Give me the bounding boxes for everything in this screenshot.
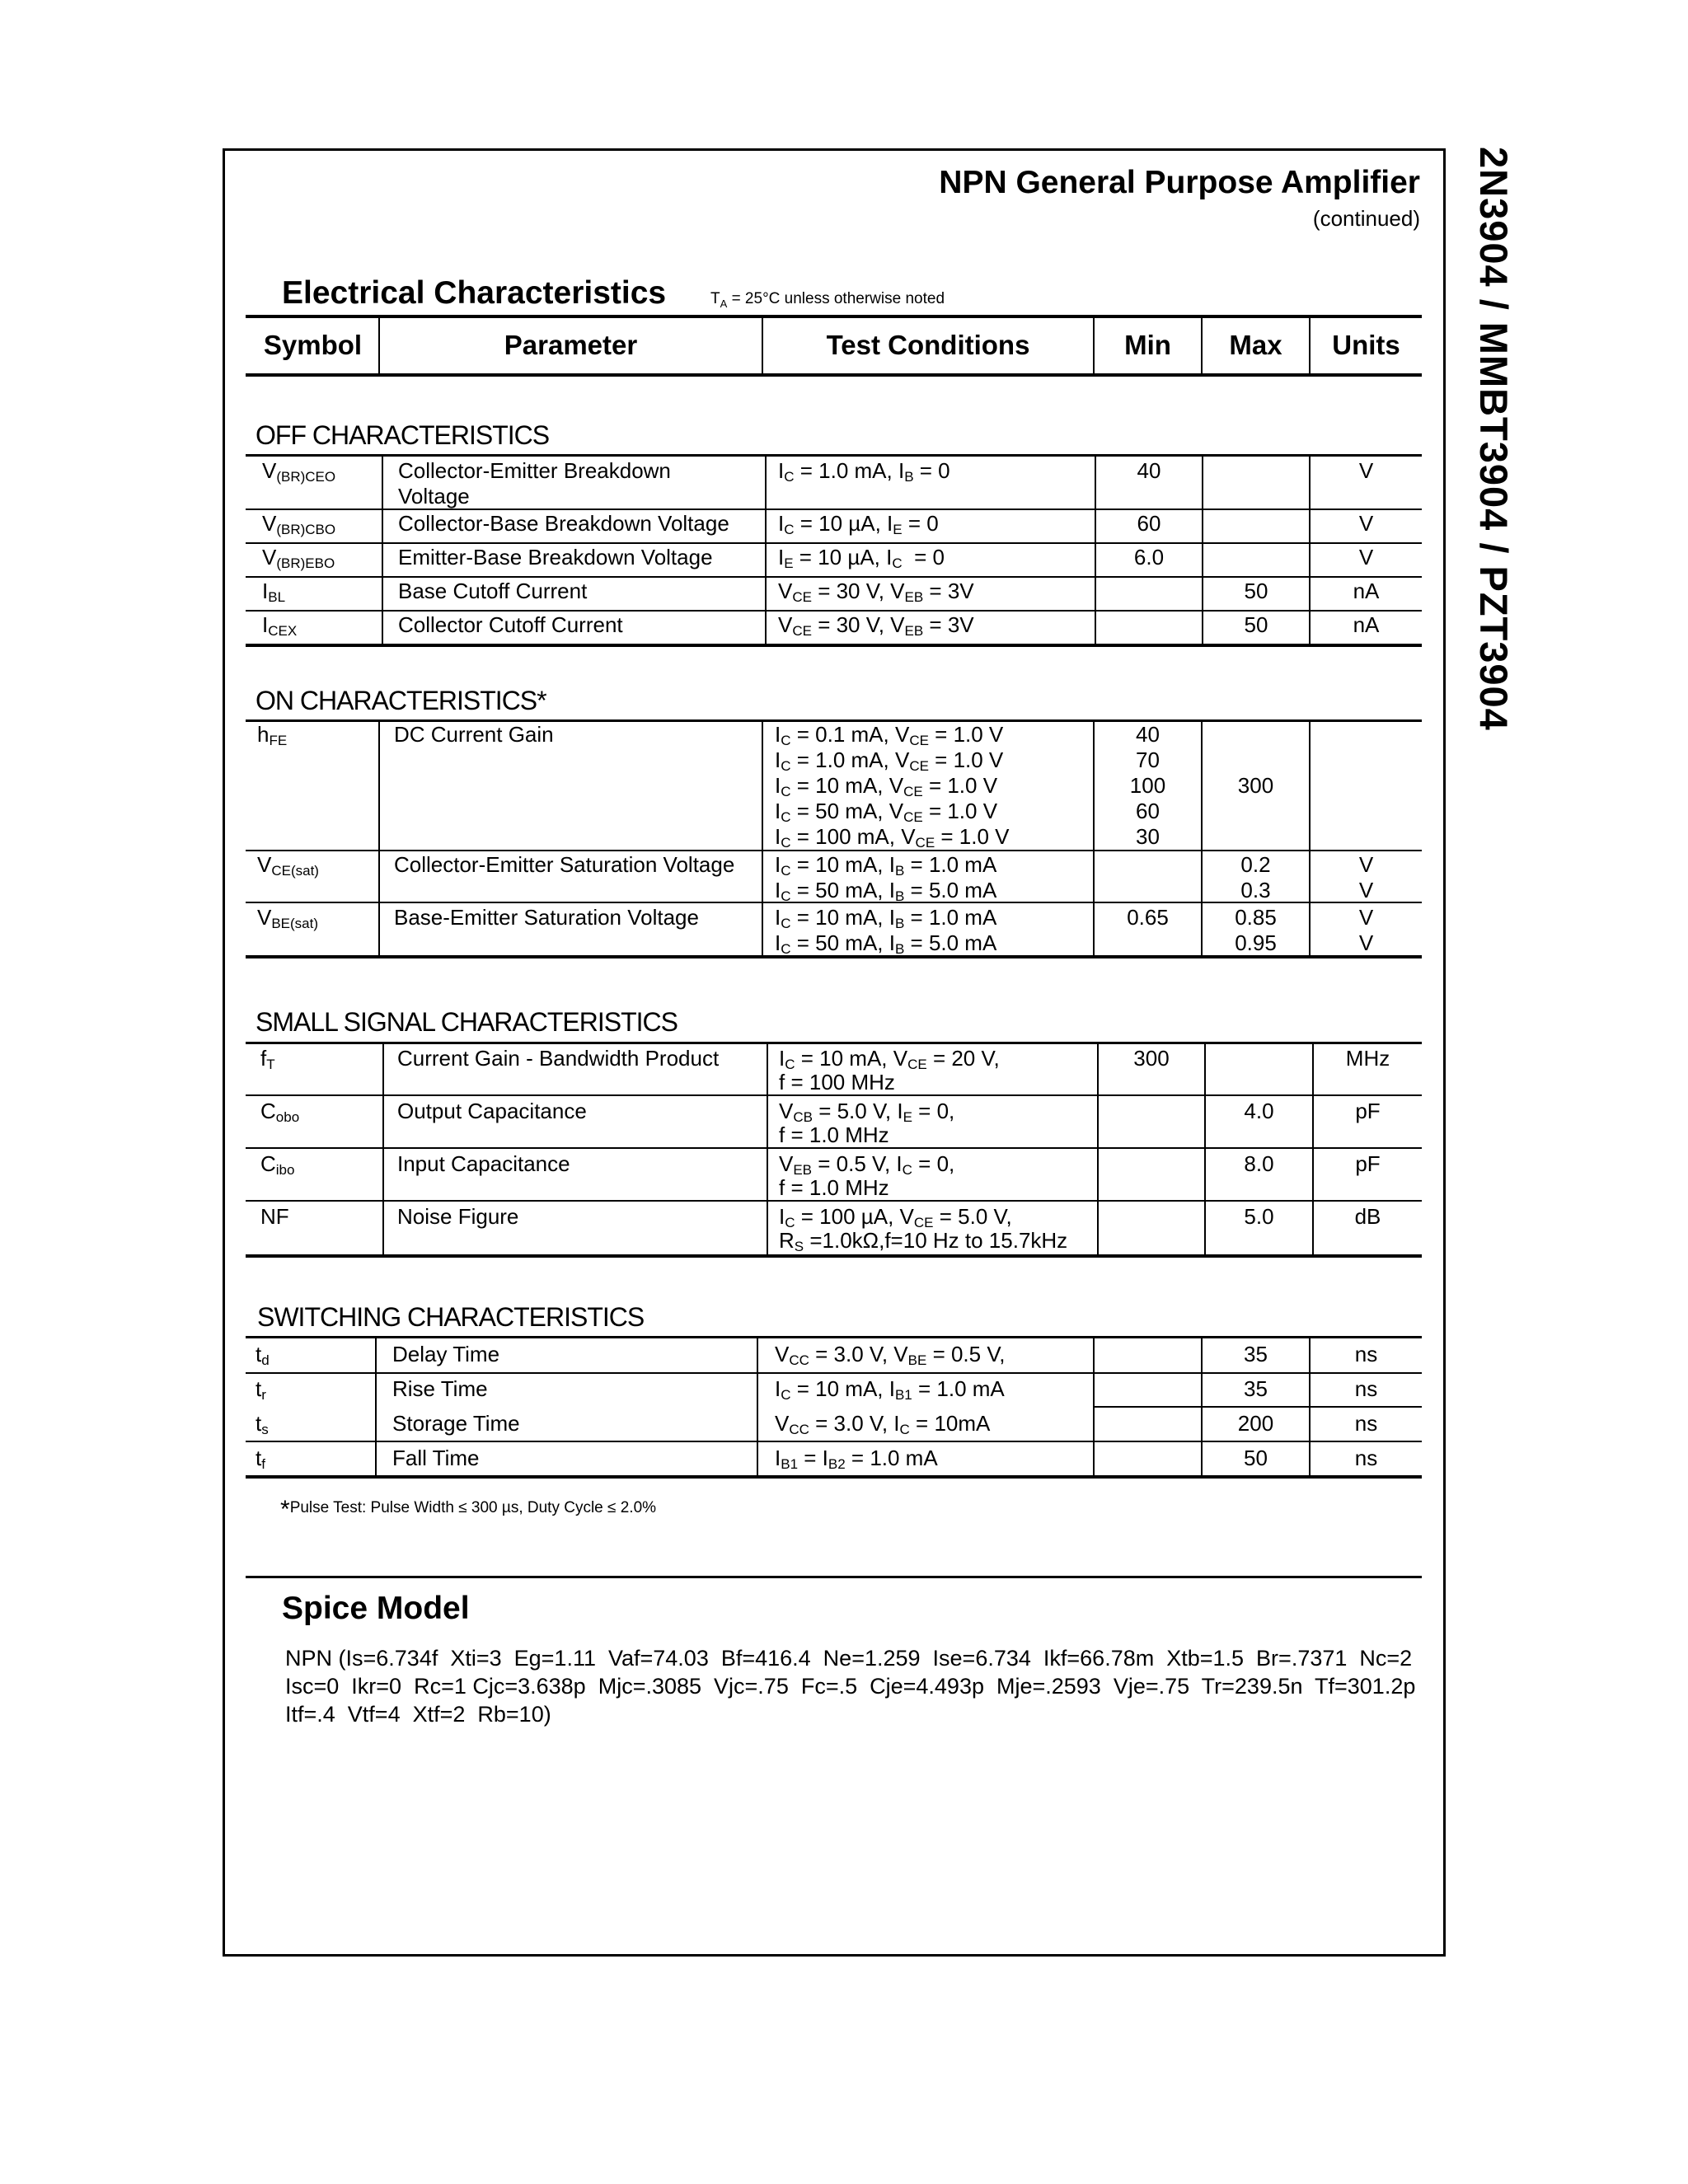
document-subtitle: (continued)	[1312, 206, 1420, 231]
test-condition: $I_C = 10$ mA, $I_B = 1.0$ mA	[775, 852, 997, 879]
max-cell: 35	[1244, 1376, 1268, 1401]
test-condition: $I_{B1} = I_{B2} = 1.0$ mA	[775, 1446, 938, 1472]
row-rule	[246, 576, 1422, 578]
symbol-vcesat: $V_{CE(sat)}$	[257, 852, 319, 879]
test-condition: $I_C = 1.0$ mA, $I_B = 0$	[778, 458, 950, 485]
col-divider	[382, 1044, 384, 1254]
col-divider	[1093, 1338, 1095, 1475]
test-condition: $V_{CE} = 30$ V, $V_{EB} = 3V$	[778, 579, 974, 605]
symbol-vbesat: $V_{BE(sat)}$	[257, 905, 319, 931]
symbol-ibl: $I_{BL}$	[262, 579, 286, 605]
symbol-nf: NF	[260, 1204, 289, 1229]
test-condition: $R_S =1.0k\Omega,f=10$ Hz to 15.7kHz	[779, 1228, 1068, 1254]
min-cell: 100	[1129, 773, 1166, 798]
max-cell: 4.0	[1244, 1099, 1274, 1123]
param-cell: Base-Emitter Saturation Voltage	[394, 905, 699, 930]
max-cell: 5.0	[1244, 1204, 1274, 1229]
param-cell: Rise Time	[392, 1376, 488, 1401]
max-cell: 35	[1244, 1342, 1268, 1366]
units-cell: ns	[1354, 1446, 1378, 1470]
test-condition: f = 1.0 MHz	[779, 1122, 889, 1147]
table-top-rule	[246, 315, 1422, 318]
test-condition: $I_C = 50$ mA, $V_{CE} = 1.0$ V	[775, 799, 998, 825]
min-cell: 60	[1136, 799, 1160, 823]
col-max: Max	[1229, 330, 1282, 360]
units-cell: ns	[1354, 1376, 1378, 1401]
test-condition: $I_C = 10$ mA, $I_{B1} = 1.0$ mA	[775, 1376, 1005, 1403]
max-cell: 0.2	[1240, 852, 1271, 877]
param-cell: Collector-Emitter Saturation Voltage	[394, 852, 735, 877]
symbol-vbrebo: $V_{(BR)EBO}$	[262, 545, 335, 571]
min-cell: 0.65	[1127, 905, 1169, 930]
row-rule	[246, 1372, 1422, 1374]
spice-rule	[246, 1576, 1422, 1578]
symbol-ts: $t_s$	[256, 1411, 269, 1437]
param-cell: Collector-Emitter Breakdown	[398, 458, 671, 483]
pulse-test-footnote: *Pulse Test: Pulse Width ≤ 300 µs, Duty Cycle ≤ 2.0%	[280, 1496, 657, 1523]
row-rule	[246, 1441, 1422, 1442]
spice-model-text	[285, 1644, 1416, 1728]
param-cell: Current Gain - Bandwidth Product	[397, 1046, 720, 1071]
symbol-td: $t_d$	[256, 1342, 270, 1368]
col-divider	[382, 457, 383, 644]
test-condition: $V_{CC} = 3.0$ V, $V_{BE} = 0.5$ V,	[775, 1342, 1006, 1368]
test-condition: $I_C = 100$ µA, $V_{CE} = 5.0$ V,	[779, 1204, 1012, 1230]
section-bottom-rule	[246, 1475, 1422, 1479]
col-divider	[762, 722, 763, 955]
max-cell: 0.95	[1235, 930, 1277, 955]
spice-line: Isc=0 Ikr=0 Rc=1 Cjc=3.638p Mjc=.3085 Vjc=.75 Fc=.5 Cje=4.493p Mje=.2593 Vje=.75 Tr=239.5n Tf=301.2p	[285, 1674, 1416, 1699]
max-cell: 0.3	[1240, 878, 1271, 902]
param-cell-line2: Voltage	[398, 484, 470, 509]
test-condition: $V_{CE} = 30$ V, $V_{EB} = 3V$	[778, 612, 974, 639]
units-cell: nA	[1353, 612, 1380, 637]
param-cell: Input Capacitance	[397, 1151, 570, 1176]
symbol-cibo: $C_{ibo}$	[260, 1151, 295, 1178]
spice-line: Itf=.4 Vtf=4 Xtf=2 Rb=10)	[285, 1702, 551, 1727]
units-cell: ns	[1354, 1342, 1378, 1366]
section-rule	[246, 1336, 1422, 1338]
section-bottom-rule	[246, 644, 1422, 647]
param-cell: Noise Figure	[397, 1204, 519, 1229]
test-condition: $I_C = 10$ µA, $I_E = 0$	[778, 511, 939, 537]
test-condition: $I_C = 50$ mA, $I_B = 5.0$ mA	[775, 878, 997, 904]
max-cell: 0.85	[1235, 905, 1277, 930]
test-condition: $V_{CC} = 3.0$ V, $I_C = 10mA$	[775, 1411, 991, 1437]
section-off: OFF CHARACTERISTICS	[256, 420, 550, 450]
units-cell: V	[1358, 930, 1374, 955]
col-divider	[375, 1338, 377, 1475]
col-divider	[378, 722, 380, 955]
max-cell: 50	[1244, 612, 1268, 637]
param-cell: Collector Cutoff Current	[398, 612, 623, 637]
units-cell: pF	[1355, 1151, 1381, 1176]
col-min: Min	[1124, 330, 1171, 360]
units-cell: V	[1358, 545, 1374, 569]
col-units: Units	[1332, 330, 1400, 360]
param-cell: Output Capacitance	[397, 1099, 587, 1123]
test-condition: f = 100 MHz	[779, 1070, 895, 1094]
row-rule	[246, 850, 1422, 851]
param-cell: Collector-Base Breakdown Voltage	[398, 511, 729, 536]
units-cell: V	[1358, 878, 1374, 902]
test-condition: $I_C = 10$ mA, $V_{CE} = 1.0$ V	[775, 773, 998, 799]
max-cell: 200	[1237, 1411, 1274, 1436]
param-cell: DC Current Gain	[394, 722, 554, 747]
min-cell: 300	[1133, 1046, 1170, 1071]
col-divider	[757, 1338, 758, 1475]
min-cell: 30	[1136, 824, 1160, 849]
min-cell: 40	[1136, 722, 1160, 747]
units-cell: V	[1358, 852, 1374, 877]
symbol-hfe: $h_{FE}$	[257, 722, 288, 748]
col-test-conditions: Test Conditions	[826, 330, 1030, 360]
units-cell: V	[1358, 458, 1374, 483]
symbol-cobo: $C_{obo}$	[260, 1099, 300, 1125]
param-cell: Emitter-Base Breakdown Voltage	[398, 545, 713, 569]
spice-line: NPN (Is=6.734f Xti=3 Eg=1.11 Vaf=74.03 Bf=416.4 Ne=1.259 Ise=6.734 Ikf=66.78m Xtb=1.5 Br=.7371 Nc=2	[285, 1646, 1413, 1671]
col-parameter: Parameter	[504, 330, 638, 360]
symbol-tr: $t_r$	[256, 1376, 266, 1403]
section-switching: SWITCHING CHARACTERISTICS	[257, 1302, 645, 1332]
param-cell: Fall Time	[392, 1446, 480, 1470]
units-cell: MHz	[1345, 1046, 1390, 1071]
document-title: NPN General Purpose Amplifier	[939, 165, 1420, 200]
row-rule	[246, 542, 1422, 544]
test-condition: $I_C = 10$ mA, $I_B = 1.0$ mA	[775, 905, 997, 931]
section-rule	[246, 1042, 1422, 1044]
temperature-note: $T_A = 25^\circ C$ unless otherwise noted	[710, 290, 945, 310]
test-condition: $I_C = 100$ mA, $V_{CE} = 1.0$ V	[775, 824, 1010, 851]
row-rule-partial	[1095, 1406, 1422, 1408]
test-condition: $I_C = 0.1$ mA, $V_{CE} = 1.0$ V	[775, 722, 1004, 748]
test-condition: f = 1.0 MHz	[779, 1175, 889, 1200]
col-divider	[765, 457, 767, 644]
test-condition: $V_{CB} = 5.0$ V, $I_E = 0$,	[779, 1099, 955, 1125]
units-cell: ns	[1354, 1411, 1378, 1436]
electrical-characteristics-title: Electrical Characteristics	[282, 275, 667, 311]
section-rule	[246, 454, 1422, 457]
row-rule	[246, 610, 1422, 612]
test-condition: $I_C = 10$ mA, $V_{CE} = 20$ V,	[779, 1046, 1000, 1072]
test-condition: $I_C = 50$ mA, $I_B = 5.0$ mA	[775, 930, 997, 957]
max-cell: 50	[1244, 1446, 1268, 1470]
test-condition: $V_{EB} = 0.5$ V, $I_C = 0$,	[779, 1151, 955, 1178]
param-cell: Delay Time	[392, 1342, 500, 1366]
min-cell: 40	[1137, 458, 1161, 483]
min-cell: 60	[1137, 511, 1161, 536]
symbol-vbrceo: $V_{(BR)CEO}$	[262, 458, 336, 485]
section-on: ON CHARACTERISTICS*	[256, 686, 546, 715]
section-small-signal: SMALL SIGNAL CHARACTERISTICS	[256, 1007, 678, 1037]
max-cell: 50	[1244, 579, 1268, 603]
max-cell: 8.0	[1244, 1151, 1274, 1176]
units-cell: nA	[1353, 579, 1380, 603]
side-part-numbers	[1457, 147, 1523, 740]
symbol-icex: $I_{CEX}$	[262, 612, 298, 639]
test-condition: $I_E = 10$ µA, $I_C = 0$	[778, 545, 945, 571]
symbol-ft: $f_T$	[260, 1046, 275, 1072]
units-cell: pF	[1355, 1099, 1381, 1123]
col-divider	[1097, 1044, 1099, 1254]
units-cell: V	[1358, 905, 1374, 930]
spice-model-title: Spice Model	[282, 1591, 470, 1626]
min-cell: 70	[1136, 748, 1160, 772]
max-cell: 300	[1237, 773, 1274, 798]
test-condition: $I_C = 1.0$ mA, $V_{CE} = 1.0$ V	[775, 748, 1004, 774]
side-title-text: 2N3904 / MMBT3904 / PZT3904	[1472, 147, 1516, 731]
col-symbol: Symbol	[263, 330, 363, 360]
param-cell: Base Cutoff Current	[398, 579, 588, 603]
section-bottom-rule	[246, 1254, 1422, 1258]
min-cell: 6.0	[1133, 545, 1165, 569]
units-cell: V	[1358, 511, 1374, 536]
symbol-vbrcbo: $V_{(BR)CBO}$	[262, 511, 336, 537]
col-divider	[767, 1044, 768, 1254]
header-bottom-rule	[246, 373, 1422, 377]
symbol-tf: $t_f$	[256, 1446, 265, 1472]
param-cell: Storage Time	[392, 1411, 520, 1436]
units-cell: dB	[1354, 1204, 1381, 1229]
